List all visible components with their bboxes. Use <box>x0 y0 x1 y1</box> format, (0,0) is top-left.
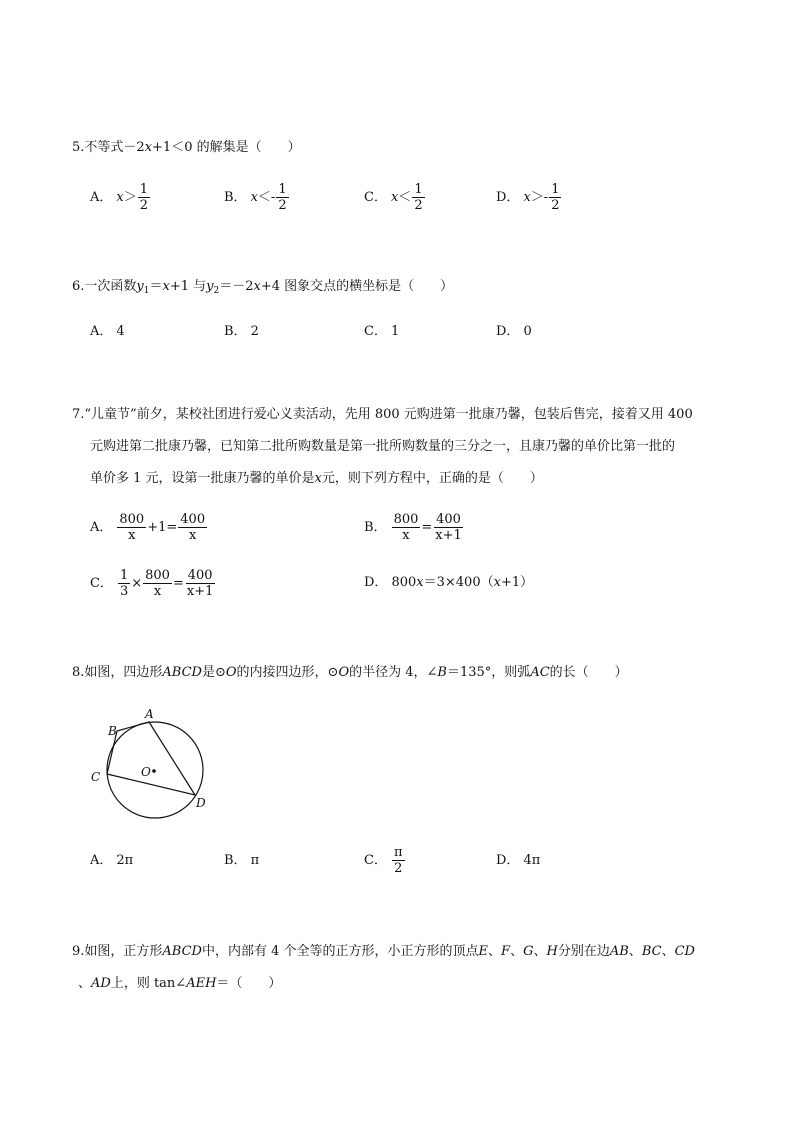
q5-option-c[interactable]: C． x ＜ $\frac{1}{2}$ <box>364 182 423 213</box>
fraction: $\frac{800}{x}$ <box>145 568 170 599</box>
q5-option-a[interactable]: A． x ＞ $\frac{1}{2}$ <box>90 182 149 213</box>
fraction: $\frac{400}{x+1}$ <box>186 568 214 599</box>
q8-option-d[interactable]: D． 4π <box>496 853 541 868</box>
fraction: $\frac{1}{2}$ <box>551 182 560 213</box>
fraction: $\frac{400}{x}$ <box>180 512 206 543</box>
q8-stem: 8.如图，四边形ABCD是⊙O的内接四边形，⊙O的半径为 4，∠B＝135°，则弧AC的长（ ） <box>72 665 628 680</box>
center-dot <box>152 769 156 773</box>
q8-option-a[interactable]: A． 2π <box>90 853 134 868</box>
quadrilateral-abcd <box>107 722 195 795</box>
q7-option-d[interactable]: D． 800 x ＝3×400（ x +1） <box>364 575 534 590</box>
q6-option-a[interactable]: A． 4 <box>90 324 125 339</box>
q9-stem-line-2: 、AD上，则 tan∠AEH＝（ ） <box>78 976 282 991</box>
q5-option-d[interactable]: D． x ＞- $\frac{1}{2}$ <box>496 182 560 213</box>
label-a: A <box>145 707 154 721</box>
q8-option-b[interactable]: B． π <box>224 853 260 868</box>
q6-option-d[interactable]: D． 0 <box>496 324 532 339</box>
q7-option-b[interactable]: B． $\frac{800}{x}$ = $\frac{400}{x+1}$ <box>364 512 462 543</box>
fraction: $\frac{1}{2}$ <box>278 182 287 213</box>
q7-stem-line-3: 单价多 1 元，设第一批康乃馨的单价是x元，则下列方程中，正确的是（ ） <box>90 471 543 486</box>
q7-stem-line-2: 元购进第二批康乃馨，已知第二批所购数量是第一批所购数量的三分之一，且康乃馨的单价比第一批的 <box>90 439 676 454</box>
q6-stem: 6.一次函数$y_1=x+1$ 与$y_2=-2x+4$ 图象交点的横坐标是（ ） <box>72 279 454 296</box>
q6-option-b[interactable]: B． 2 <box>224 324 259 339</box>
fraction: $\frac{1}{2}$ <box>414 182 423 213</box>
q7-stem-line-1: 7.“儿童节”前夕，某校社团进行爱心义卖活动，先用 800 元购进第一批康乃馨，包装后售完，接着又用 400 <box>72 407 693 422</box>
fraction: $\frac{1}{2}$ <box>139 182 149 213</box>
fraction: $\frac{\pi}{2}$ <box>393 845 403 876</box>
q9-stem-line-1: 9.如图，正方形ABCD中，内部有 4 个全等的正方形，小正方形的顶点E、F、G、H分别在边AB、BC、CD <box>72 944 695 959</box>
fraction: $\frac{1}{3}$ <box>119 568 129 599</box>
q8-option-c[interactable]: C． $\frac{\pi}{2}$ <box>364 845 403 876</box>
label-c: C <box>91 770 101 784</box>
q5-option-b[interactable]: B． x ＜- $\frac{1}{2}$ <box>224 182 287 213</box>
fraction: $\frac{400}{x+1}$ <box>435 512 462 543</box>
q7-option-c[interactable]: C． $\frac{1}{3}$ × $\frac{800}{x}$ = $\frac{400}{x+1}$ <box>90 568 214 599</box>
label-d: D <box>196 796 206 810</box>
label-o: O <box>141 765 151 779</box>
q7-option-a[interactable]: A． $\frac{800}{x}$ +1= $\frac{400}{x}$ <box>90 512 206 543</box>
q5-stem: 5.不等式－2x+1＜0 的解集是（ ） <box>72 140 301 155</box>
fraction: $\frac{800}{x}$ <box>119 512 145 543</box>
label-b: B <box>108 724 117 738</box>
circle-quadrilateral-figure <box>80 700 230 820</box>
q6-option-c[interactable]: C． 1 <box>364 324 400 339</box>
fraction: $\frac{800}{x}$ <box>393 512 419 543</box>
